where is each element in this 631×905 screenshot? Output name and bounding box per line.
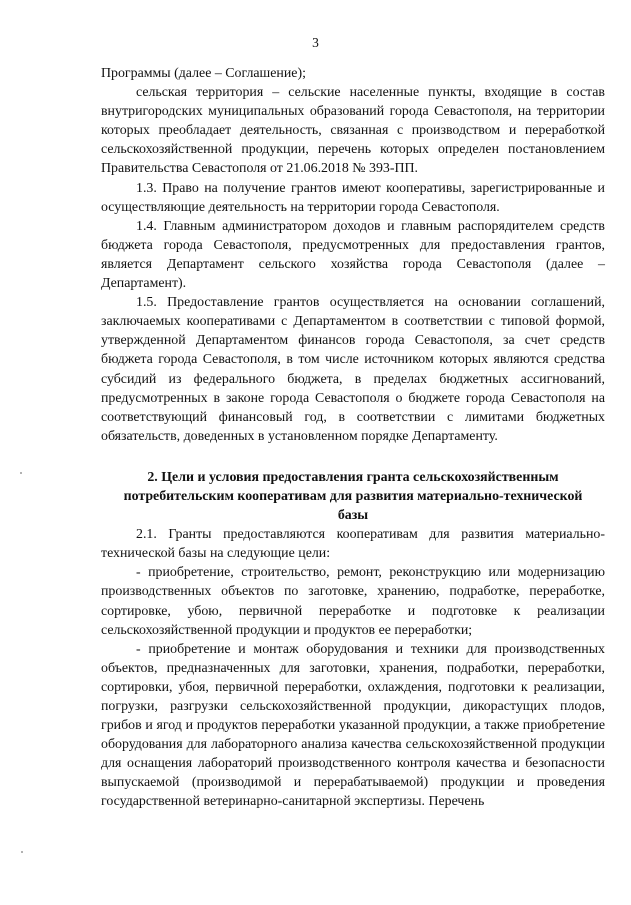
paragraph-2-1: 2.1. Гранты предоставляются кооперативам для развития материально-технической базы на следующие цели: xyxy=(101,527,605,562)
list-item-goal-equipment: - приобретение и монтаж оборудования и техники для производственных объектов, предназначенных для заготовки, хранения, подработки, переработки, сортировки, убоя, первичной переработки, охлаждения, подготовки к реализации, погрузки, разгрузки сельскохозяйственной продукции, дикорастущих плодов, грибов и ягод и продуктов переработки указанной продукции, а также приобретение оборудования для лабораторного анализа качества сельскохозяйственной продукции для оснащения лабораторий производственного контроля качества и безопасности выпускаемой (производимой и перерабатываемой) продукции и проведения государственной ветеринарно-санитарной экспертизы. Перечень xyxy=(101,641,605,810)
page-number: 3 xyxy=(312,35,319,50)
scan-speck xyxy=(20,472,22,474)
paragraph-1-3: 1.3. Право на получение грантов имеют кооперативы, зарегистрированные и осуществляющие деятельность на территории города Севастополя. xyxy=(101,180,605,215)
section-2-heading-line-2: потребительским кооперативам для развития материально-технической xyxy=(123,488,583,504)
section-2-heading-line-3: базы xyxy=(337,508,369,524)
paragraph-rural-territory-definition: сельская территория – сельские населенные пункты, входящие в состав внутригородских муниципальных образований города Севастополя, на территории которых преобладает деятельность, связанная с производством и переработкой сельскохозяйственной продукции, перечень которых определен постановлением Правительства Севастополя от 21.06.2018 № 393-ПП. xyxy=(101,85,605,177)
paragraph-1-4: 1.4. Главным администратором доходов и главным распорядителем средств бюджета города Севастополя, предусмотренных для предоставления грантов, является Департамент сельского хозяйства города Севастополя (далее – Департамент). xyxy=(101,218,605,292)
section-2-heading xyxy=(101,468,605,525)
paragraph-1-5: 1.5. Предоставление грантов осуществляется на основании соглашений, заключаемых кооперативами с Департаментом в соответствии с типовой формой, утвержденной Департаментом финансов города Севастополя, за счет средств бюджета города Севастополя, в том числе источником которых являются средства субсидий из федерального бюджета, в пределах бюджетных ассигнований, предусмотренных в законе города Севастополя о бюджете города Севастополя на соответствующий финансовый год, в соответствии с лимитами бюджетных обязательств, доведенных в установленном порядке Департаменту. xyxy=(101,295,605,444)
scan-speck xyxy=(21,851,23,853)
list-item-goal-objects: - приобретение, строительство, ремонт, реконструкцию или модернизацию производственных объектов по заготовке, хранению, подработке, переработке, сортировке, убою, первичной переработке и подготовке к реализации сельскохозяйственной продукции и продуктов ее переработки; xyxy=(101,565,605,638)
paragraph-continuation: Программы (далее – Соглашение); xyxy=(101,66,306,81)
section-2-heading-line-1: 2. Цели и условия предоставления гранта сельскохозяйственным xyxy=(147,469,559,485)
document-body xyxy=(101,64,605,812)
